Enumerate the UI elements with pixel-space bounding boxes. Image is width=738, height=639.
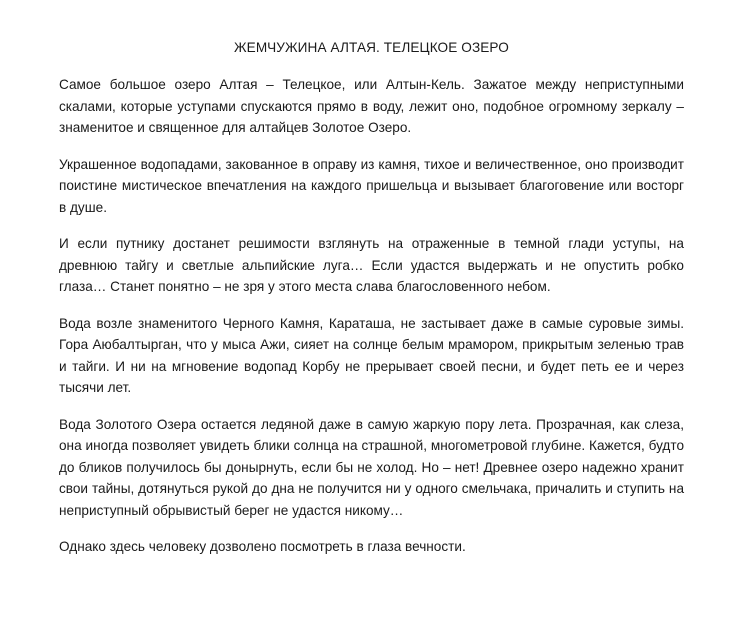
document-title: ЖЕМЧУЖИНА АЛТАЯ. ТЕЛЕЦКОЕ ОЗЕРО: [234, 40, 509, 55]
paragraph-4: Вода возле знаменитого Черного Камня, Караташа, не застывает даже в самые суровые зимы. Гора Аюбалтырган, что у мыса Ажи, сияет на солнце белым мрамором, прикрытым зеленью трав и тайги. И ни на мгновение водопад Корбу не прерывает своей песни, и будет петь ее и через тысячи лет.: [59, 315, 684, 395]
paragraph-6: Однако здесь человеку дозволено посмотреть в глаза вечности.: [59, 539, 466, 554]
paragraph-3: И если путнику достанет решимости взглянуть на отраженные в темной глади уступы, на древнюю тайгу и светлые альпийские луга… Если удастся выдержать и не опустить робко глаза… Станет понятно – не зря у этого места слава благословенного небом.: [59, 236, 684, 294]
paragraph-5: Вода Золотого Озера остается ледяной даже в самую жаркую пору лета. Прозрачная, как слеза, она иногда позволяет увидеть блики солнца на страшной, многометровой глубине. Кажется, будто до бликов получилось бы донырнуть, если бы не холод. Но – нет! Древнее озеро надежно хранит свои тайны, дотянуться рукой до дна не получится ни у одного смельчака, причалить и ступить на неприступный обрывистый берег не удастся никому…: [59, 416, 684, 518]
document-body: [59, 38, 684, 573]
paragraph-2: Украшенное водопадами, закованное в оправу из камня, тихое и величественное, оно производит поистине мистическое впечатления на каждого пришельца и вызывает благоговение или восторг в душе.: [59, 156, 684, 215]
paragraph-1: Самое большое озеро Алтая – Телецкое, или Алтын-Кель. Зажатое между неприступными скалами, которые уступами спускаются прямо в воду, лежит оно, подобное огромному зеркалу – знаменитое и священное для алтайцев Золотое Озеро.: [59, 77, 684, 135]
